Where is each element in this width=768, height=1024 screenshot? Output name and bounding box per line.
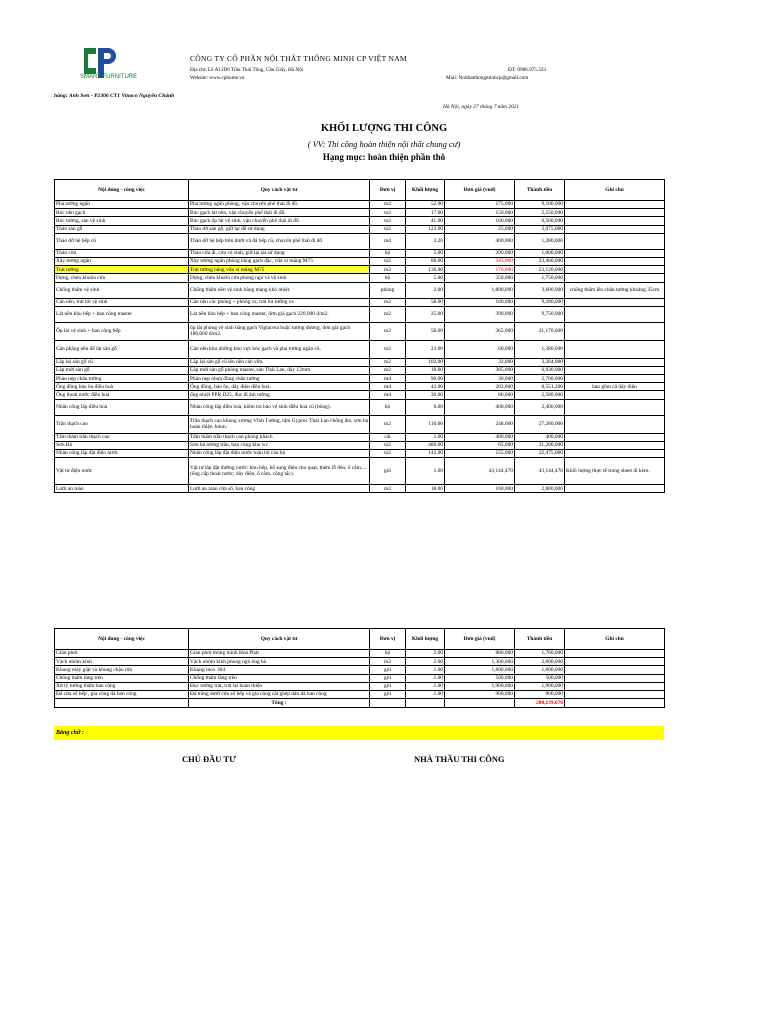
- spec-cell: Cán nền khu những khu vực bóc gạch và phá tường ngăn cũ.: [189, 340, 370, 358]
- note-cell: [565, 298, 665, 306]
- spec-cell: Lát nền khu bếp + ban công master, đơn giá gạch 220,000 đ/m2.: [189, 306, 370, 322]
- spec-cell: Phào nẹp nhựa đồng chân tường: [189, 375, 370, 383]
- note-cell: [565, 399, 665, 415]
- unit-cell: gói: [370, 674, 406, 682]
- unit-cell: bộ: [370, 399, 406, 415]
- investor-signature-label: CHỦ ĐẦU TƯ: [182, 754, 236, 764]
- unit-cell: m2: [370, 201, 406, 209]
- note-cell: [565, 666, 665, 674]
- price-cell: 160,000: [445, 298, 515, 306]
- task-cell: Cán nền, trát lót vệ sinh: [55, 298, 189, 306]
- qty-cell: 480.00: [406, 441, 445, 449]
- table-row: [55, 306, 665, 322]
- price-cell: 160,000: [445, 217, 515, 225]
- unit-cell: m2: [370, 306, 406, 322]
- total-cell: 9,100,000: [515, 201, 565, 209]
- total-cell: 3,600,000: [515, 282, 565, 298]
- qty-cell: 2.00: [406, 658, 445, 666]
- price-cell: 500,000: [445, 674, 515, 682]
- unit-cell: m2: [370, 266, 406, 274]
- price-cell: 400,000: [445, 433, 515, 441]
- price-cell: 160,000: [445, 485, 515, 493]
- table-row: [55, 201, 665, 209]
- unit-cell: m2: [370, 441, 406, 449]
- client-info: hàng: Anh Sơn - P2306 CT1 Vinaco Nguyễn Chánh: [54, 93, 175, 99]
- task-cell: Phào nẹp chân tường: [55, 375, 189, 383]
- total-cell: 2,580,000: [515, 391, 565, 399]
- spec-cell: Tháo cửa đi, cửa vệ sinh, giữ lại tái sử dụng: [189, 249, 370, 257]
- qty-cell: 68.00: [406, 257, 445, 265]
- total-cell: 2,880,000: [515, 485, 565, 493]
- table-row: [55, 399, 665, 415]
- unit-cell: m2: [370, 485, 406, 493]
- qty-cell: 3.20: [406, 233, 445, 249]
- price-cell: 1,600,000: [445, 666, 515, 674]
- spec-cell: Bóc gạch lát nền, vận chuyển phế thải đi đổ.: [189, 209, 370, 217]
- price-cell: 175,000: [445, 201, 515, 209]
- unit-cell: m2: [370, 298, 406, 306]
- qty-cell: 6.00: [406, 399, 445, 415]
- qty-cell: 2.00: [406, 650, 445, 658]
- task-cell: Chống thấm tầng trên: [55, 674, 189, 682]
- task-cell: Nhân công lắp đặt điện nước: [55, 450, 189, 458]
- task-cell: Đá cửa sổ bếp , gia công đá ban công: [55, 690, 189, 698]
- company-name: CÔNG TY CỔ PHẦN NỘI THẤT THÔNG MINH CP VIỆT NAM: [190, 54, 407, 63]
- col-header-price: Đơn giá (vnđ): [445, 629, 515, 650]
- total-cell: 3,075,000: [515, 225, 565, 233]
- price-cell: 880,000: [445, 650, 515, 658]
- total-cell: 9,280,000: [515, 298, 565, 306]
- price-cell: 200,000: [445, 249, 515, 257]
- note-cell: chống thấm lên chân tường khoảng 35cm: [565, 282, 665, 298]
- qty-cell: 5.00: [406, 249, 445, 257]
- total-cell: 500,000: [515, 674, 565, 682]
- note-cell: [565, 306, 665, 322]
- qty-cell: 136.00: [406, 266, 445, 274]
- spec-cell: Vách nhôm kính phòng ngủ ông bà: [189, 658, 370, 666]
- unit-cell: m2: [370, 450, 406, 458]
- total-cell: 8,551,200: [515, 383, 565, 391]
- unit-cell: m2: [370, 366, 406, 374]
- total-cell: 1,380,000: [515, 340, 565, 358]
- unit-cell: m2: [370, 340, 406, 358]
- qty-cell: 23.00: [406, 340, 445, 358]
- table-row: [55, 358, 665, 366]
- table-row: [55, 282, 665, 298]
- table-header-row: [55, 629, 665, 650]
- note-cell: [565, 650, 665, 658]
- price-cell: 65,000: [445, 441, 515, 449]
- note-cell: [565, 682, 665, 690]
- table-row: [55, 225, 665, 233]
- price-cell: 248,000: [445, 415, 515, 433]
- total-cell: 23,460,000: [515, 257, 565, 265]
- unit-cell: md: [370, 233, 406, 249]
- price-cell: 86,000: [445, 391, 515, 399]
- total-cell: 2,550,000: [515, 209, 565, 217]
- company-website: Website: www.cphome.vn: [190, 75, 245, 81]
- quantity-table-extra: [54, 628, 665, 708]
- task-cell: Lắp mới sàn gỗ: [55, 366, 189, 374]
- col-header-total: Thành tiền: [515, 180, 565, 201]
- total-cell: 3,264,000: [515, 358, 565, 366]
- note-cell: [565, 433, 665, 441]
- table-row: [55, 217, 665, 225]
- task-cell: Sơn Bả: [55, 441, 189, 449]
- unit-cell: m2: [370, 658, 406, 666]
- note-cell: [565, 249, 665, 257]
- note-cell: [565, 441, 665, 449]
- total-cell: 1,600,000: [515, 666, 565, 674]
- unit-cell: cái: [370, 433, 406, 441]
- task-cell: Xử lý tường thấm ban công: [55, 682, 189, 690]
- table-row: [55, 415, 665, 433]
- note-cell: [565, 415, 665, 433]
- amount-in-words: Bằng chữ :: [54, 726, 664, 740]
- note-cell: [565, 375, 665, 383]
- note-cell: [565, 366, 665, 374]
- spec-cell: Tấm thăm trần thạch cao phòng khách: [189, 433, 370, 441]
- qty-cell: 1.00: [406, 458, 445, 485]
- note-cell: [565, 257, 665, 265]
- note-cell: [565, 674, 665, 682]
- table-row: [55, 485, 665, 493]
- spec-cell: Chống thấm nền vệ sinh bằng màng khò nhiệt.: [189, 282, 370, 298]
- table-row: [55, 375, 665, 383]
- task-cell: Phá tường ngăn: [55, 201, 189, 209]
- total-cell: 900,000: [515, 690, 565, 698]
- qty-cell: 41.00: [406, 217, 445, 225]
- price-cell: 170,000: [445, 266, 515, 274]
- col-header-price: Đơn giá (vnđ): [445, 180, 515, 201]
- total-cell: 2,400,000: [515, 399, 565, 415]
- task-cell: Ống thoát nước điều hoà: [55, 391, 189, 399]
- spec-cell: ống nhiệt PPR D25, đục đi âm tường.: [189, 391, 370, 399]
- price-cell: 1,900,000: [445, 682, 515, 690]
- spec-cell: Cán nền các phòng + phòng vs, trát lót tường vs: [189, 298, 370, 306]
- table-row: [55, 383, 665, 391]
- total-cell: 27,280,000: [515, 415, 565, 433]
- qty-cell: 1.00: [406, 682, 445, 690]
- price-cell: 60,000: [445, 340, 515, 358]
- total-cell: 1,760,000: [515, 650, 565, 658]
- total-value: 280,139,670: [515, 699, 565, 708]
- table-row: [55, 682, 665, 690]
- table-row: [55, 690, 665, 698]
- company-email: Mail: Noithatthongminhcp@gmail.com: [446, 75, 529, 81]
- unit-cell: m2: [370, 209, 406, 217]
- note-cell: [565, 358, 665, 366]
- spec-cell: Tháo dỡ sàn gỗ, giữ lại để sử dụng: [189, 225, 370, 233]
- price-cell: 150,000: [445, 209, 515, 217]
- task-cell: Ống đồng bảo ôn điều hoà: [55, 383, 189, 391]
- table-row: [55, 650, 665, 658]
- unit-cell: bộ: [370, 274, 406, 282]
- col-header-note: Ghi chú: [565, 180, 665, 201]
- note-cell: [565, 340, 665, 358]
- spec-cell: Nhân công lắp đặt điện nước toàn bộ căn hộ: [189, 450, 370, 458]
- spec-cell: Đục tường trát, trát lại hoàn thiện: [189, 682, 370, 690]
- col-header-spec: Quy cách vật tư: [189, 629, 370, 650]
- spec-cell: Ống đồng, bảo ôn, dây điện điều hoà.: [189, 383, 370, 391]
- qty-cell: 42.00: [406, 383, 445, 391]
- table-row: [55, 666, 665, 674]
- price-cell: 390,000: [445, 306, 515, 322]
- spec-cell: ốp lát phòng vệ sinh bằng gạch Viglacera hoặc tương đương, đơn giá gạch 180,000 đ/m2.: [189, 322, 370, 340]
- unit-cell: gói: [370, 666, 406, 674]
- qty-cell: 1.00: [406, 674, 445, 682]
- qty-cell: 17.00: [406, 209, 445, 217]
- note-cell: [565, 201, 665, 209]
- price-cell: 1,800,000: [445, 282, 515, 298]
- task-cell: Lát nền khu bếp + ban công master: [55, 306, 189, 322]
- col-header-total: Thành tiền: [515, 629, 565, 650]
- spec-cell: Xây tường ngăn phòng bằng gạch đặc, vữa xi măng M75: [189, 257, 370, 265]
- qty-cell: 110.00: [406, 415, 445, 433]
- price-cell: 345,000: [445, 257, 515, 265]
- logo-tagline: SMART FURNITURE: [80, 74, 138, 80]
- qty-cell: 30.00: [406, 391, 445, 399]
- unit-cell: m2: [370, 322, 406, 340]
- total-cell: 400,000: [515, 433, 565, 441]
- price-cell: 203,600: [445, 383, 515, 391]
- unit-cell: gói: [370, 458, 406, 485]
- spec-cell: Nhân công lắp điều hoà, kiểm tra bảo vệ sinh điều hoà cũ (bông).: [189, 399, 370, 415]
- price-cell: 900,000: [445, 690, 515, 698]
- task-cell: Tấm thăm trần thạch cao: [55, 433, 189, 441]
- task-cell: Vật tư điện nước: [55, 458, 189, 485]
- unit-cell: md: [370, 383, 406, 391]
- table-header-row: [55, 180, 665, 201]
- col-header-qty: Khối lượng: [406, 629, 445, 650]
- price-cell: 400,000: [445, 233, 515, 249]
- qty-cell: 1.00: [406, 666, 445, 674]
- document-category: Hạng mục: hoàn thiện phần thô: [322, 152, 446, 162]
- task-cell: Tháo dỡ hệ bếp cũ: [55, 233, 189, 249]
- price-cell: 350,000: [445, 274, 515, 282]
- note-cell: [565, 658, 665, 666]
- note-cell: [565, 690, 665, 698]
- unit-cell: m2: [370, 358, 406, 366]
- task-cell: Vách nhôm kính: [55, 658, 189, 666]
- task-cell: Lưới an toàn: [55, 485, 189, 493]
- table-row: [55, 441, 665, 449]
- task-cell: Tháo sàn gỗ: [55, 225, 189, 233]
- price-cell: 25,000: [445, 225, 515, 233]
- qty-cell: 18.00: [406, 366, 445, 374]
- total-cell: 1,000,000: [515, 249, 565, 257]
- total-cell: 2,700,000: [515, 375, 565, 383]
- price-cell: 155,000: [445, 450, 515, 458]
- price-cell: 365,000: [445, 322, 515, 340]
- table-row: [55, 322, 665, 340]
- table-row: [55, 257, 665, 265]
- table-row: [55, 458, 665, 485]
- task-cell: Trần thạch cao: [55, 415, 189, 433]
- task-cell: Bóc tường, sàn vệ sinh: [55, 217, 189, 225]
- total-cell: 22,475,000: [515, 450, 565, 458]
- task-cell: Chống thấm vệ sinh: [55, 282, 189, 298]
- price-cell: 385,000: [445, 366, 515, 374]
- spec-cell: Tháo dỡ hệ bếp trên dưới và đá bếp cũ, chuyển phế thải đi đổ: [189, 233, 370, 249]
- qty-cell: 5.00: [406, 274, 445, 282]
- contractor-signature-label: NHÀ THẦU THI CÔNG: [414, 754, 505, 764]
- col-header-unit: Đơn vị: [370, 629, 406, 650]
- unit-cell: gói: [370, 690, 406, 698]
- total-label: Tổng :: [189, 699, 370, 708]
- qty-cell: 25.00: [406, 306, 445, 322]
- unit-cell: phòng: [370, 282, 406, 298]
- table-row: [55, 233, 665, 249]
- note-cell: [565, 391, 665, 399]
- qty-cell: 123.00: [406, 225, 445, 233]
- total-cell: 1,280,000: [515, 233, 565, 249]
- total-cell: 9,750,000: [515, 306, 565, 322]
- spec-cell: Chống thấm tầng trên: [189, 674, 370, 682]
- price-cell: 1,300,000: [445, 658, 515, 666]
- note-cell: [565, 266, 665, 274]
- table-row: [55, 340, 665, 358]
- table-row: [55, 366, 665, 374]
- spec-cell: Khung inox 304: [189, 666, 370, 674]
- note-cell: [565, 233, 665, 249]
- total-row: [55, 699, 665, 708]
- price-cell: 400,000: [445, 399, 515, 415]
- spec-cell: Sơn bả tường trần, ban công kho wc: [189, 441, 370, 449]
- table-row: [55, 433, 665, 441]
- task-cell: Xây tường ngăn: [55, 257, 189, 265]
- spec-cell: Bóc gạch ốp lát vệ sinh, vận chuyển phế thải đi đổ.: [189, 217, 370, 225]
- table-row: [55, 298, 665, 306]
- qty-cell: 58.00: [406, 322, 445, 340]
- total-cell: 21,170,000: [515, 322, 565, 340]
- spec-cell: Vật tư lắp đặt đường nước: khu bếp, bổ sung điện cho quạt, thêm lỗ đèn, ổ cắm.... (ống cấp thoát nước; dây điện, ổ cắm, công tắc).: [189, 458, 370, 485]
- task-cell: Bóc nền gạch: [55, 209, 189, 217]
- spec-cell: Trát tường bằng vữa xi măng M75: [189, 266, 370, 274]
- company-phone: ĐT: 0986.975.333: [508, 67, 546, 73]
- total-cell: 1,900,000: [515, 682, 565, 690]
- col-header-task: Nội dung - công việc: [55, 629, 189, 650]
- quantity-table-main: [54, 179, 665, 493]
- unit-cell: md: [370, 375, 406, 383]
- unit-cell: gói: [370, 682, 406, 690]
- task-cell: Giàn phơi: [55, 650, 189, 658]
- unit-cell: md: [370, 391, 406, 399]
- price-cell: 30,000: [445, 375, 515, 383]
- note-cell: bao gồm cả dây điện: [565, 383, 665, 391]
- task-cell: Dựng, chèn khuôn cửa: [55, 274, 189, 282]
- total-cell: 2,600,000: [515, 658, 565, 666]
- qty-cell: 102.00: [406, 358, 445, 366]
- spec-cell: Giàn phơi thông minh Hoà Phát: [189, 650, 370, 658]
- task-cell: Tháo cửa: [55, 249, 189, 257]
- spec-cell: Lắp lại sàn gỗ cũ lên nền cán vữa.: [189, 358, 370, 366]
- spec-cell: Lắp mới sàn gỗ phòng master, sàn Thái Lan, dày 12mm: [189, 366, 370, 374]
- note-cell: [565, 274, 665, 282]
- note-cell: [565, 450, 665, 458]
- spec-cell: Lưới an toàn cửa sổ, ban công: [189, 485, 370, 493]
- document-date: Hà Nội, ngày 27 tháng 7 năm 2021: [443, 104, 520, 110]
- qty-cell: 52.00: [406, 201, 445, 209]
- qty-cell: 1.00: [406, 433, 445, 441]
- spec-cell: Dựng, chèn khuôn cửa phòng ngủ và vệ sinh: [189, 274, 370, 282]
- table-row: [55, 391, 665, 399]
- table-row: [55, 266, 665, 274]
- total-cell: 31,200,000: [515, 441, 565, 449]
- unit-cell: m2: [370, 257, 406, 265]
- task-cell: Nhân công lắp điều hoà: [55, 399, 189, 415]
- document-title: KHỐI LƯỢNG THI CÔNG: [320, 123, 448, 134]
- spec-cell: Trần thạch cao khung xương Vĩnh Tường, tấm Gyproc Thái Lan chống ẩm, sơn bả hoàn thiện Jotun.: [189, 415, 370, 433]
- qty-cell: 58.00: [406, 298, 445, 306]
- task-cell: Khung máy giặt và khung chậu rửa: [55, 666, 189, 674]
- company-address: Địa chỉ: Lô A11D6 Trần Thái Tông, Cầu Giấy, Hà Nội: [190, 67, 304, 73]
- table-row: [55, 658, 665, 666]
- task-cell: Ốp lát vệ sinh + ban công bếp: [55, 322, 189, 340]
- spec-cell: Phá tường ngăn phòng, vận chuyển phế thải đi đổ.: [189, 201, 370, 209]
- total-cell: 6,930,000: [515, 366, 565, 374]
- document-subtitle: ( VV: Thi công hoàn thiện nội thất chung cư): [307, 139, 461, 149]
- note-cell: [565, 217, 665, 225]
- unit-cell: bộ: [370, 249, 406, 257]
- note-cell: [565, 322, 665, 340]
- note-cell: [565, 485, 665, 493]
- table-row: [55, 249, 665, 257]
- qty-cell: 1.00: [406, 690, 445, 698]
- col-header-note: Ghi chú: [565, 629, 665, 650]
- unit-cell: bộ: [370, 650, 406, 658]
- table-row: [55, 450, 665, 458]
- table-row: [55, 274, 665, 282]
- total-cell: 6,560,000: [515, 217, 565, 225]
- price-cell: 32,000: [445, 358, 515, 366]
- note-cell: Khối lượng thực tế trong sheet đi kèm.: [565, 458, 665, 485]
- table-row: [55, 209, 665, 217]
- total-cell: 1,750,000: [515, 274, 565, 282]
- qty-cell: 2.00: [406, 282, 445, 298]
- unit-cell: m2: [370, 225, 406, 233]
- col-header-qty: Khối lượng: [406, 180, 445, 201]
- task-cell: Trát tường: [55, 266, 189, 274]
- task-cell: Cán phẳng nền để lát sàn gỗ: [55, 340, 189, 358]
- note-cell: [565, 225, 665, 233]
- col-header-spec: Quy cách vật tư: [189, 180, 370, 201]
- note-cell: [565, 209, 665, 217]
- qty-cell: 145.00: [406, 450, 445, 458]
- table-row: [55, 674, 665, 682]
- price-cell: 43,144,470: [445, 458, 515, 485]
- unit-cell: m2: [370, 217, 406, 225]
- total-cell: 23,120,000: [515, 266, 565, 274]
- qty-cell: 18.00: [406, 485, 445, 493]
- qty-cell: 90.00: [406, 375, 445, 383]
- col-header-unit: Đơn vị: [370, 180, 406, 201]
- unit-cell: m2: [370, 415, 406, 433]
- col-header-task: Nội dung - công việc: [55, 180, 189, 201]
- spec-cell: Đá trắng dưới cửa sổ bếp và gia công cắt ghép dán đá ban công: [189, 690, 370, 698]
- total-cell: 43,144,470: [515, 458, 565, 485]
- task-cell: Lắp lại sàn gỗ cũ: [55, 358, 189, 366]
